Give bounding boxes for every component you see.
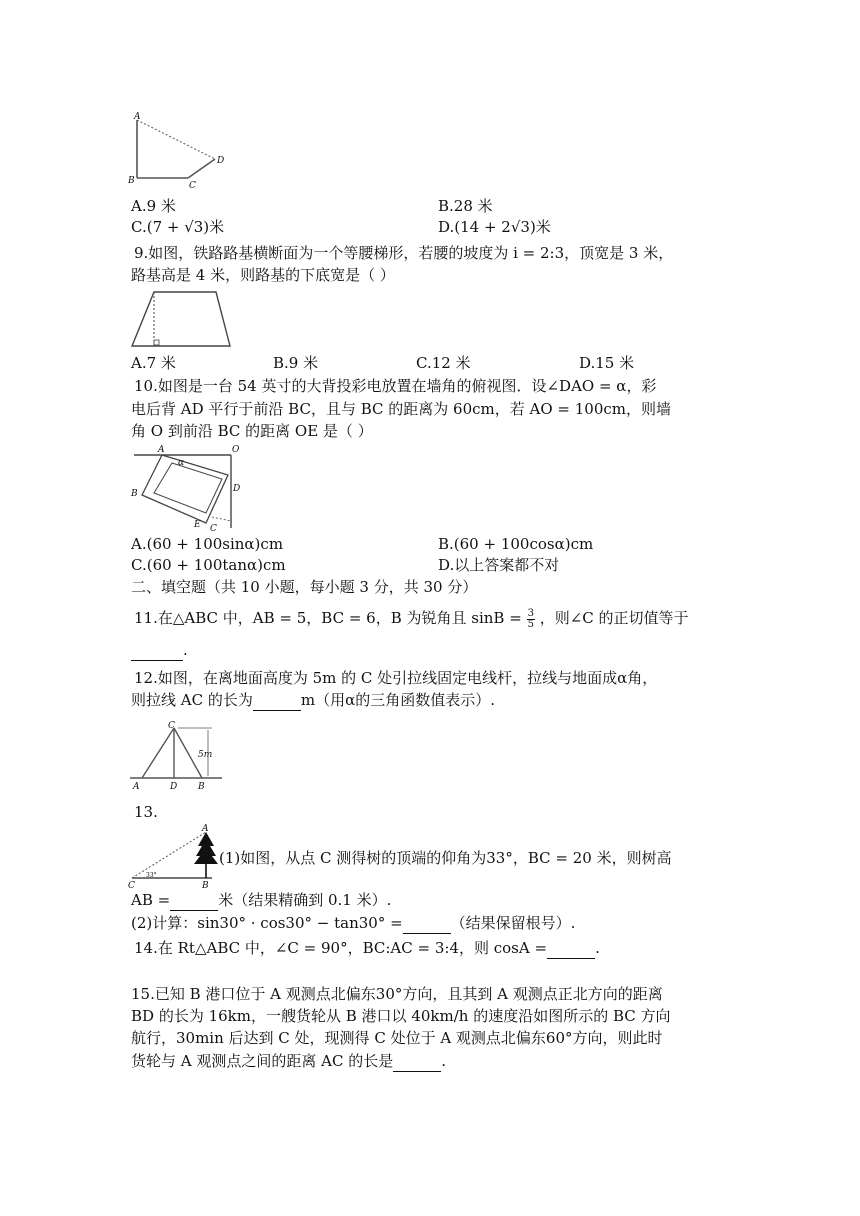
point-label-C: C [189,181,196,191]
q10-option-b: B.(60 + 100cosα)cm [438,535,594,553]
q13-text-line1: (1)如图，从点 C 测得树的顶端的仰角为33°，BC = 20 米，则树高 [219,849,672,867]
q13-answer-blank-2[interactable] [403,913,451,934]
q12-text-part-a: 则拉线 AC 的长为 [131,691,253,709]
q11-text-part2: ，则∠C 的正切值等于 [539,609,689,627]
point-label-D: D [233,484,241,494]
point-label-C: C [128,881,135,891]
q14-answer-blank[interactable] [547,938,595,959]
point-label-B: B [131,489,138,499]
q8-option-a: A.9 米 [131,197,176,215]
q15-text-line4 [131,1051,446,1072]
q9-option-c: C.12 米 [416,354,471,372]
point-label-O: O [232,445,240,455]
q8-figure [126,110,236,190]
q12-pole-figure [126,720,226,792]
point-label-A: A [158,445,165,455]
point-label-A: A [202,824,209,834]
point-label-B: B [198,782,205,792]
q14-text-part1: 14.在 Rt△ABC 中，∠C = 90°，BC:AC = 3:4，则 cosA = [134,939,548,957]
q10-text-line3: 角 O 到前沿 BC 的距离 OE 是（ ） [131,422,373,440]
q15-text-line2: BD 的长为 16km，一艘货轮从 B 港口以 40km/h 的速度沿如图所示的 BC 方向 [131,1007,671,1025]
q12-answer-blank[interactable] [253,690,301,711]
q11-answer-blank[interactable] [131,640,183,661]
point-label-E: E [194,520,201,530]
q13-text-part-a: AB = [131,891,171,909]
point-label-D: D [217,156,225,166]
q9-text-line1: 9.如图，铁路路基横断面为一个等腰梯形，若腰的坡度为 i = 2:3，顶宽是 3 米， [134,244,674,262]
point-label-C: C [210,524,217,534]
height-label-5m: 5m [198,750,213,760]
q11-text-part1: 11.在△ABC 中，AB = 5，BC = 6，B 为锐角且 sinB = [134,609,522,627]
point-label-A: A [133,782,140,792]
q15-text-line1: 15.已知 B 港口位于 A 观测点北偏东30°方向，且其到 A 观测点正北方向的距离 [131,985,663,1003]
q13-text-part-d: （结果保留根号）. [450,914,576,932]
angle-label-33: 33° [146,872,157,879]
section-heading: 二、填空题（共 10 小题，每小题 3 分，共 30 分） [131,578,478,596]
q12-text-part-b: m（用α的三角函数值表示）. [300,691,495,709]
q9-option-a: A.7 米 [131,354,176,372]
q9-text-line2: 路基高是 4 米，则路基的下底宽是（ ） [131,266,395,284]
q13-text-line2 [131,890,391,911]
q11-fraction-numerator: 3 [527,607,534,619]
q15-text-part-a: 货轮与 A 观测点之间的距离 AC 的长是 [131,1052,394,1070]
q15-answer-blank[interactable] [393,1051,441,1072]
q11-fraction-denominator: 5 [527,618,534,630]
q11-end: . [183,641,188,659]
q10-text-line1: 10.如图是一台 54 英寸的大背投彩电放置在墙角的俯视图．设∠DAO = α，彩 [134,377,657,395]
q14-end: . [595,939,600,957]
q13-text-part-b: 米（结果精确到 0.1 米）. [218,891,392,909]
q12-text-line2 [131,690,495,711]
q13-number: 13. [134,803,158,821]
q13-answer-blank-1[interactable] [170,890,218,911]
q10-option-d: D.以上答案都不对 [438,556,560,574]
q10-option-c: C.(60 + 100tanα)cm [131,556,286,574]
q9-option-b: B.9 米 [273,354,319,372]
q11-answer-line [131,640,188,661]
q10-tv-figure [126,443,246,533]
q11-text [134,608,689,630]
q10-text-line2: 电后背 AD 平行于前沿 BC，且与 BC 的距离为 60cm，若 AO = 100cm，则墙 [131,400,671,418]
point-label-B: B [128,176,135,186]
q8-option-b: B.28 米 [438,197,493,215]
q9-option-d: D.15 米 [579,354,635,372]
q9-trapezoid-figure [126,286,236,350]
point-label-B: B [202,881,209,891]
q8-option-c: C.(7 + √3)米 [131,218,225,236]
point-label-A: A [134,112,141,122]
q12-text-line1: 12.如图，在离地面高度为 5m 的 C 处引拉线固定电线杆，拉线与地面成α角， [134,669,658,687]
q8-option-d: D.(14 + 2√3)米 [438,218,551,236]
point-label-D: D [170,782,178,792]
q15-text-line3: 航行，30min 后达到 C 处，现测得 C 处位于 A 观测点北偏东60°方向，则此时 [131,1029,663,1047]
angle-label-alpha: α [178,458,185,468]
q14-text [134,938,600,959]
point-label-C: C [168,721,175,731]
q10-option-a: A.(60 + 100sinα)cm [131,535,284,553]
q13-text-part-c: (2)计算：sin30° · cos30° − tan30° = [131,914,403,932]
q15-end: . [441,1052,446,1070]
q11-fraction [527,609,535,630]
q13-tree-figure [126,822,221,890]
q13-text-line3 [131,913,575,934]
